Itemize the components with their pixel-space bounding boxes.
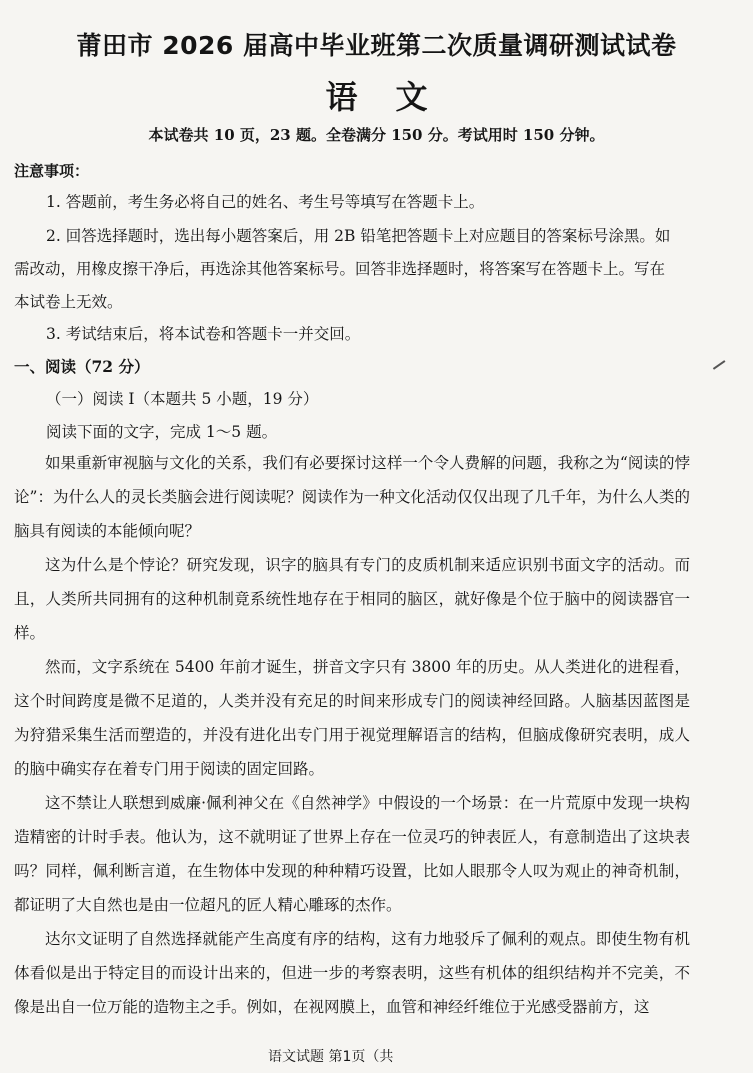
passage-paragraph: 达尔文证明了自然选择就能产生高度有序的结构，这有力地驳斥了佩利的观点。即使生物有机体看似是出于特定目的而设计出来的，但进一步的考察表明，这些有机体的组织结构并不完美，不像是出自一位万能的造物主之手。例如，在视网膜上，血管和神经纤维位于光感受器前方，这 <box>14 930 690 1016</box>
note-item: 本试卷上无效。 <box>14 293 123 311</box>
passage-paragraph: 这不禁让人联想到威廉·佩利神父在《自然神学》中假设的一个场景：在一片荒原中发现一块构造精密的计时手表。他认为，这不就明证了世界上存在一位灵巧的钟表匠人，有意制造出了这块表吗？同样，佩利断言道，在生物体中发现的种种精巧设置，比如人眼那令人叹为观止的神奇机制，都证明了大自然也是由一位超凡的匠人精心雕琢的杰作。 <box>14 794 690 914</box>
note-item: 需改动，用橡皮擦干净后，再选涂其他答案标号。回答非选择题时，将答案写在答题卡上。写在 <box>14 260 666 278</box>
passage-paragraph: 如果重新审视脑与文化的关系，我们有必要探讨这样一个令人费解的问题，我称之为“阅读的悖论”：为什么人的灵长类脑会进行阅读呢？阅读作为一种文化活动仅仅出现了几千年，为什么人类的脑具有阅读的本能倾向呢？ <box>14 454 690 540</box>
passage-paragraph: 这为什么是个悖论？研究发现，识字的脑具有专门的皮质机制来适应识别书面文字的活动。而且，人类所共同拥有的这种机制竟系统性地存在于相同的脑区，就好像是个位于脑中的阅读器官一样。 <box>14 556 690 642</box>
exam-info: 本试卷共 10 页，23 题。全卷满分 150 分。考试用时 150 分钟。 <box>148 126 605 144</box>
subject-title: 语文 <box>325 78 466 116</box>
page-footer: 语文试题 第1页（共 <box>268 1049 394 1065</box>
note-item: 2. 回答选择题时，选出每小题答案后，用 2B 铅笔把答题卡上对应题目的答案标号涂黑。如 <box>46 227 671 245</box>
passage-paragraph: 然而，文字系统在 5400 年前才诞生，拼音文字只有 3800 年的历史。从人类进化的进程看，这个时间跨度是微不足道的，人类并没有充足的时间来形成专门的阅读神经回路。人脑基因蓝图是为狩猎采集生活而塑造的，并没有进化出专门用于视觉理解语言的结构，但脑成像研究表明，成人的脑中确实存在着专门用于阅读的固定回路。 <box>14 658 690 778</box>
scan-mark <box>713 360 725 369</box>
section-heading: 一、阅读（72 分） <box>14 357 150 376</box>
note-item: 3. 考试结束后，将本试卷和答题卡一并交回。 <box>46 325 361 343</box>
subsection-heading: （一）阅读 I（本题共 5 小题，19 分） <box>46 390 319 408</box>
exam-title: 莆田市 2026 届高中毕业班第二次质量调研测试试卷 <box>76 31 677 60</box>
reading-passage <box>14 446 690 1024</box>
notes-heading: 注意事项： <box>14 162 90 180</box>
reading-instruction: 阅读下面的文字，完成 1～5 题。 <box>46 423 278 441</box>
note-item: 1. 答题前，考生务必将自己的姓名、考生号等填写在答题卡上。 <box>46 193 485 211</box>
